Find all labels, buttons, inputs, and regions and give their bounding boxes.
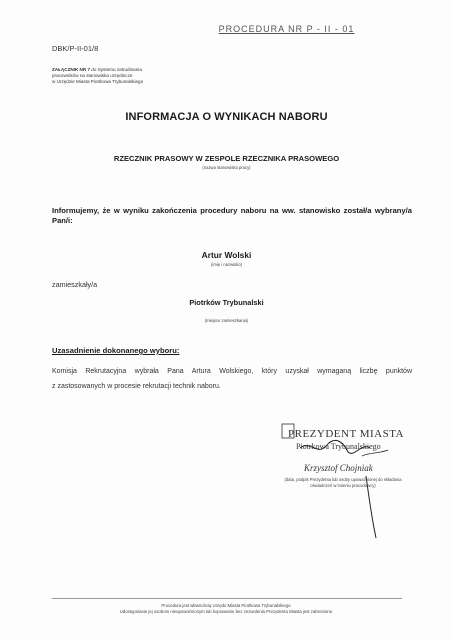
annex-line2: pracowników na stanowiska urzędnicze (52, 73, 133, 78)
selected-person-name: Artur Wolski (201, 250, 252, 260)
residence-place: Piotrków Trybunalski (189, 298, 264, 307)
stamp-city: Piotrkowa Trybunalskiego (296, 442, 381, 451)
footer-line2: Udostępnianie jej osobom nieupoważnionym lub kopiowanie bez zezwolenia Prezydenta Miasta jest zabronione. (119, 609, 334, 614)
document-reference: DBK/P-II-01/8 (52, 44, 99, 53)
signature-hint: (data, podpis Prezydenta lub osoby upoważnionej do składania oświadczeń w imieniu pracodawcy) (284, 477, 402, 488)
residence-label: zamieszkały/a (52, 280, 98, 289)
justification-line1: Komisja Rekrutacyjna wybrała Pana Artura Wolskiego, który uzyskał wymaganą liczbę punktów (52, 368, 412, 375)
document-title: INFORMACJA O WYNIKACH NABORU (125, 111, 328, 123)
footer-divider (52, 598, 402, 599)
annex-note (52, 67, 143, 85)
footer-line1: Procedura jest własnością Urzędu Miasta Piotrkowa Trybunalskiego. (161, 603, 292, 608)
residence-hint: (miejsce zamieszkania) (204, 318, 249, 323)
annex-number: ZAŁĄCZNIK NR 7 (52, 67, 91, 72)
stamp-title: PREZYDENT MIASTA (288, 428, 405, 440)
justification-line2: z zastosowanych w procesie rekrutacji technik naboru. (52, 383, 221, 390)
stamp-name: Krzysztof Chojniak (304, 463, 373, 473)
procedure-number: PROCEDURA NR P - II - 01 (218, 24, 355, 34)
annex-line3: w Urzędzie Miasta Piotrkowa Trybunalskiego (52, 79, 144, 84)
annex-line1: do Systemu zatrudniania (90, 67, 142, 72)
position-name: RZECZNIK PRASOWY W ZESPOLE RZECZNIKA PRASOWEGO (113, 154, 340, 163)
justification-title: Uzasadnienie dokonanego wyboru: (52, 346, 180, 355)
person-hint: (imię i nazwisko) (211, 262, 242, 267)
position-hint: (nazwa stanowiska pracy) (202, 165, 251, 170)
inform-text: Informujemy, że w wyniku zakończenia procedury naboru na ww. stanowisko został/a wybrany/a Pan/i: (52, 206, 412, 225)
